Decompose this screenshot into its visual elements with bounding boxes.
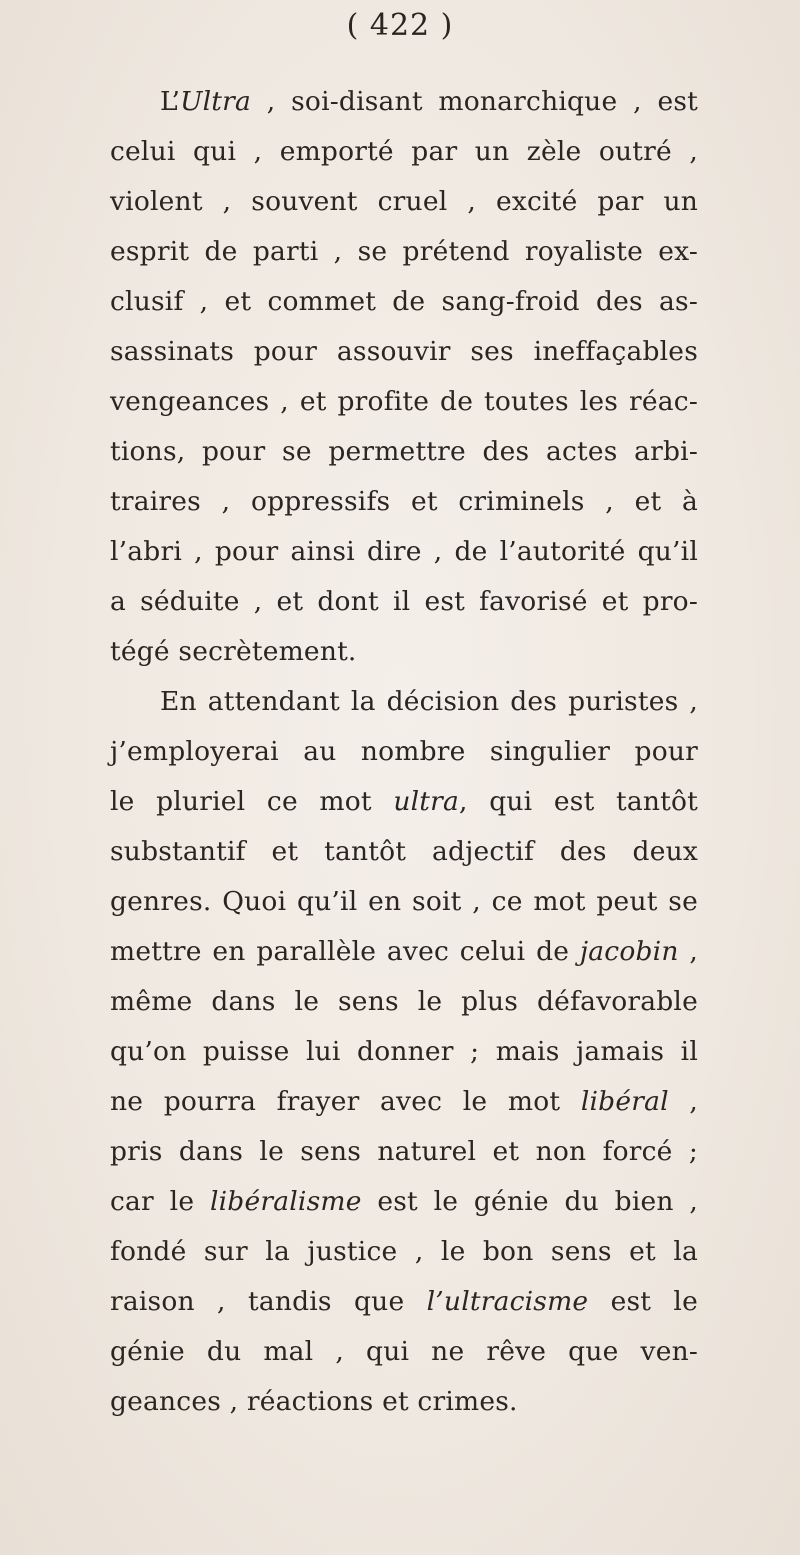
italic-term: jacobin — [579, 936, 679, 967]
text-line: vengeances , et profite de toutes les réac- — [110, 386, 698, 417]
page-number: ( 422 ) — [346, 8, 454, 43]
text-line: a séduite , et dont il est favorisé et pro- — [110, 586, 698, 617]
italic-term: libéral — [580, 1086, 669, 1117]
text-line: ne pourra frayer avec le mot libéral , — [110, 1086, 698, 1117]
text-line: mettre en parallèle avec celui de jacobin , — [110, 936, 698, 967]
text-line: L’Ultra , soi-disant monarchique , est — [160, 86, 698, 117]
text-line: celui qui , emporté par un zèle outré , — [110, 136, 698, 167]
text-line: tions, pour se permettre des actes arbi- — [110, 436, 698, 467]
text-line: qu’on puisse lui donner ; mais jamais il — [110, 1036, 698, 1067]
text-line: esprit de parti , se prétend royaliste ex- — [110, 236, 698, 267]
text-line: raison , tandis que l’ultracisme est le — [110, 1286, 698, 1317]
text-line: j’employerai au nombre singulier pour — [110, 736, 698, 767]
text-line: traires , oppressifs et criminels , et à — [110, 486, 698, 517]
italic-term: Ultra — [180, 86, 252, 117]
text-line: substantif et tantôt adjectif des deux — [110, 836, 698, 867]
italic-term: libéralisme — [209, 1186, 362, 1217]
text-line: clusif , et commet de sang-froid des as- — [110, 286, 698, 317]
italic-term: ultra — [393, 786, 460, 817]
text-line: geances , réactions et crimes. — [110, 1386, 518, 1417]
text-line: même dans le sens le plus défavorable — [110, 986, 698, 1017]
text-line: l’abri , pour ainsi dire , de l’autorité qu’il — [110, 536, 698, 567]
italic-term: l’ultracisme — [426, 1286, 589, 1317]
text-line: violent , souvent cruel , excité par un — [110, 186, 698, 217]
text-line: le pluriel ce mot ultra, qui est tantôt — [110, 786, 699, 817]
text-line: fondé sur la justice , le bon sens et la — [110, 1236, 698, 1267]
text-line: pris dans le sens naturel et non forcé ; — [110, 1136, 698, 1167]
text-line: En attendant la décision des puristes , — [160, 686, 698, 717]
text-line: sassinats pour assouvir ses ineffaçables — [110, 336, 698, 367]
text-line: génie du mal , qui ne rêve que ven- — [110, 1336, 698, 1367]
text-line: tégé secrètement. — [110, 636, 357, 667]
text-line: car le libéralisme est le génie du bien , — [110, 1186, 699, 1217]
text-line: genres. Quoi qu’il en soit , ce mot peut se — [110, 886, 698, 917]
